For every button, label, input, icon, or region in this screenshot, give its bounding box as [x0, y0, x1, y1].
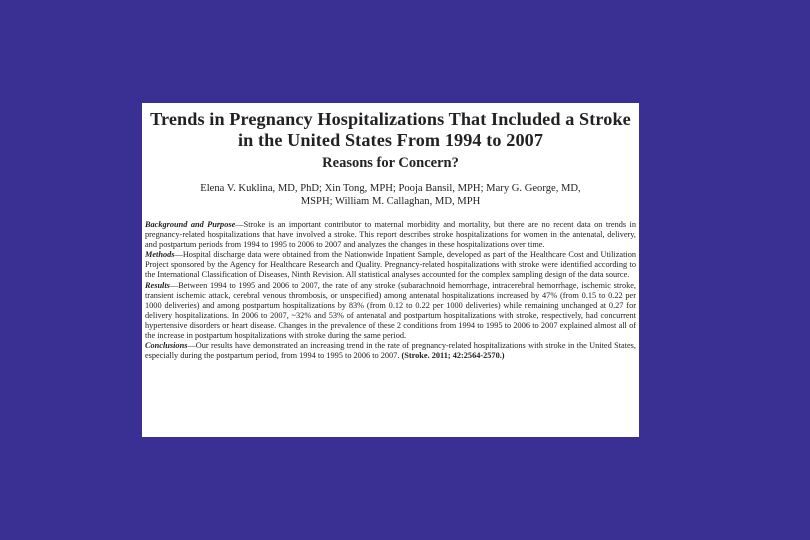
abstract-methods: [145, 250, 636, 280]
section-text: —Hospital discharge data were obtained from the Nationwide Inpatient Sample, developed as part of the Healthcare Cost and Utilization Project sponsored by the Agency for Healthcare Research and Quality. Pregnancy-related hospitalizations with stroke were identified according to the International Classification of Diseases, Ninth Revision. All statistical analyses accounted for the complex sampling design of the data source.: [145, 250, 636, 280]
abstract: [145, 220, 636, 361]
abstract-results: [145, 281, 636, 342]
paper-subtitle: Reasons for Concern?: [322, 155, 459, 171]
section-heading: Results: [145, 280, 170, 290]
section-text: —Stroke is an important contributor to maternal morbidity and mortality, but there are no recent data on trends in pregnancy-related hospitalizations that have involved a stroke. This report describes stroke hospitalizations for women in the antenatal, delivery, and postpartum periods from 1994 to 1995 to 2006 to 2007 and analyzes the changes in these hospitalizations over time.: [145, 220, 636, 250]
section-text: —Our results have demonstrated an increasing trend in the rate of pregnancy-related hospitalizations with stroke in the United States, especially during the postpartum period, from 1994 to 1995 to 2006 to 2007.: [145, 341, 636, 361]
section-text: —Between 1994 to 1995 and 2006 to 2007, the rate of any stroke (subarachnoid hemorrhage, intracerebral hemorrhage, ischemic stroke, transient ischemic attack, cerebral venous thrombosis, or unspecified) among antenatal hospitalizations increased by 47% (from 0.15 to 0.22 per 1000 deliveries) and among postpartum hospitalizations by 83% (from 0.12 to 0.22 per 1000 deliveries) while remaining unchanged at 0.27 for delivery hospitalizations. In 2006 to 2007, ~32% and 53% of antenatal and postpartum hospitalizations with stroke, respectively, had concurrent hypertensive disorders or heart disease. Changes in the prevalence of these 2 conditions from 1994 to 1995 to 2006 to 2007 explained almost all of the increase in postpartum hospitalizations with stroke during the same period.: [145, 280, 636, 341]
journal-citation: (Stroke. 2011; 42:2564-2570.): [401, 351, 505, 361]
paper-page: [142, 103, 639, 437]
section-heading: Conclusions: [145, 341, 188, 351]
paper-title: Trends in Pregnancy Hospitalizations That Included a Stroke in the United States From 1994 to 2007: [150, 109, 631, 150]
abstract-background: [145, 220, 636, 250]
abstract-conclusions: [145, 341, 636, 361]
author-list: Elena V. Kuklina, MD, PhD; Xin Tong, MPH; Pooja Bansil, MPH; Mary G. George, MD, MSPH; William M. Callaghan, MD, MPH: [200, 183, 581, 207]
section-heading: Background and Purpose: [145, 220, 236, 229]
section-heading: Methods: [145, 250, 175, 260]
